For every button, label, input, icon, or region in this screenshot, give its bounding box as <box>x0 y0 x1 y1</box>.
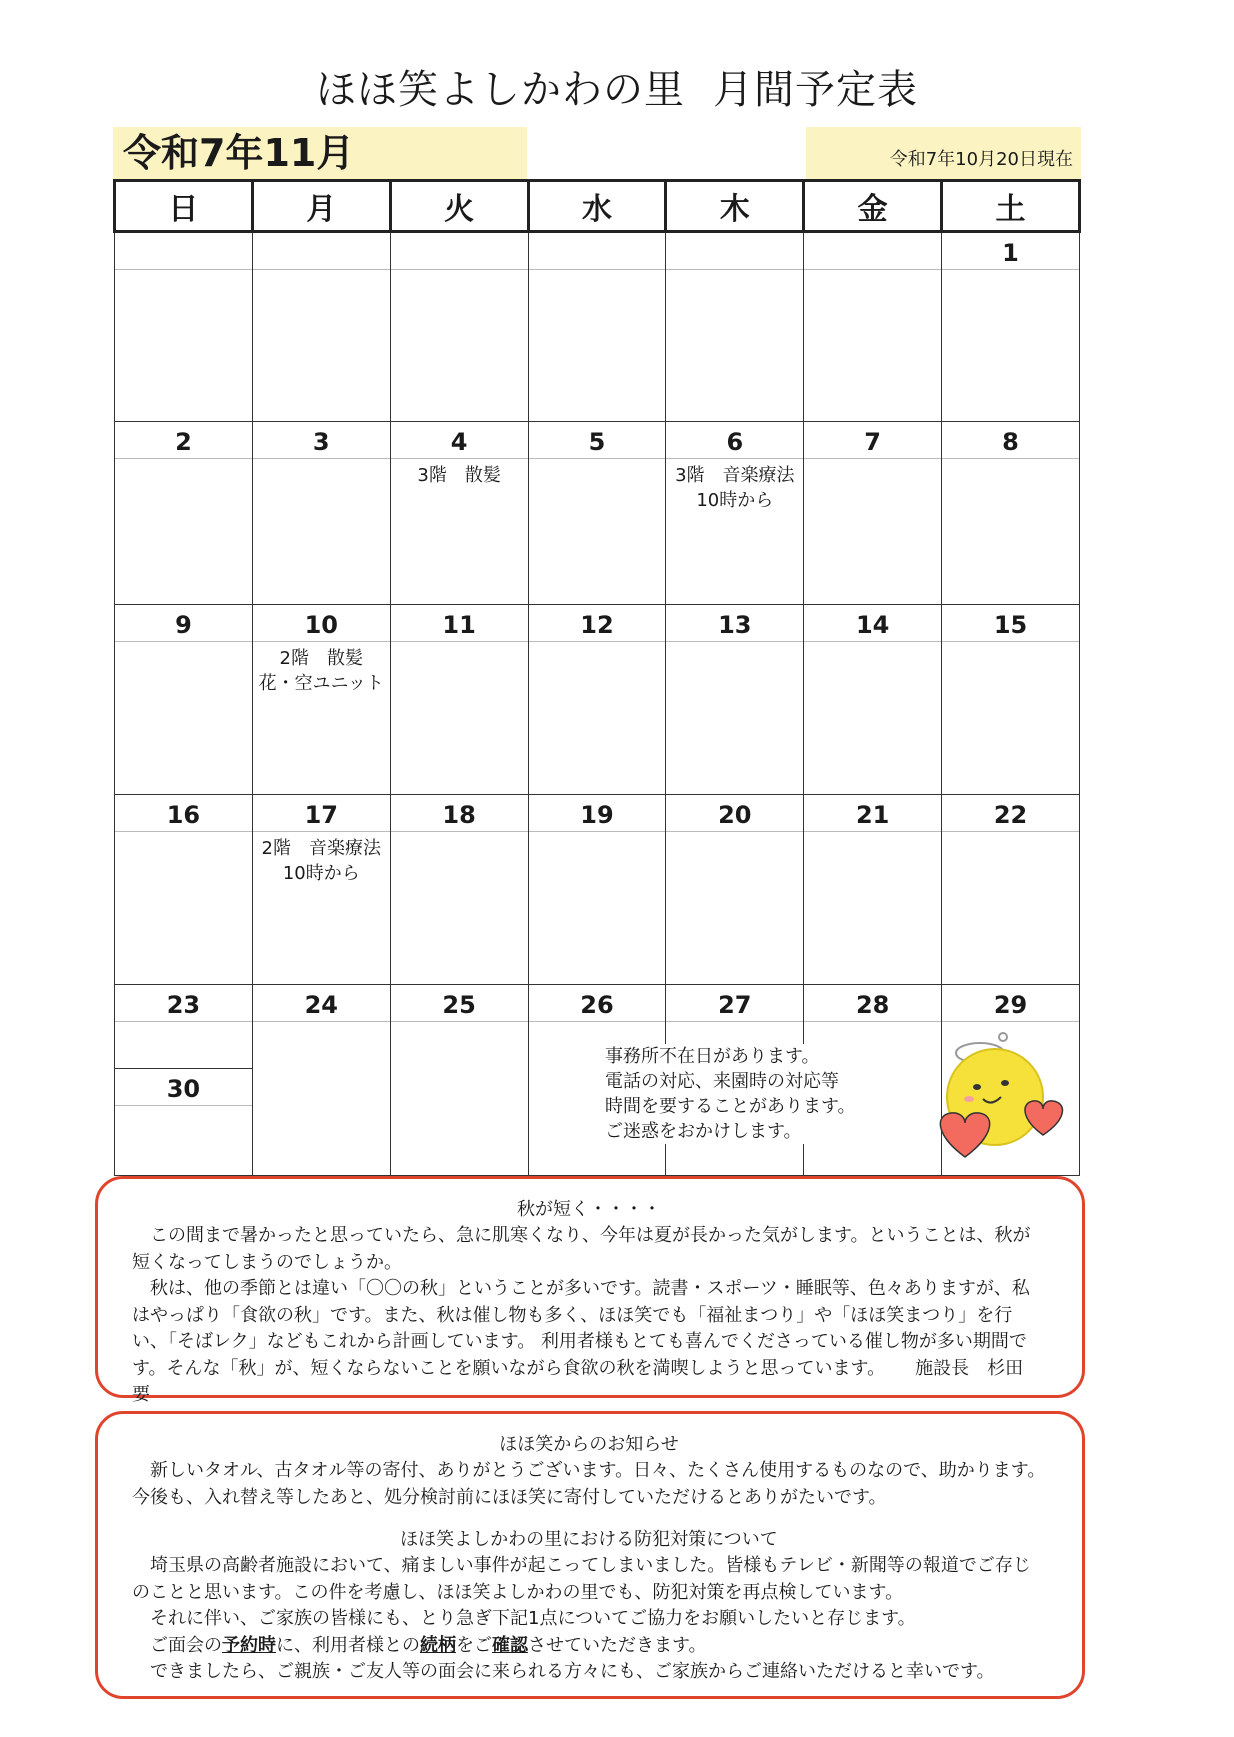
event-line: 3階 音楽療法 <box>675 465 795 486</box>
day-number: 27 <box>666 985 803 1022</box>
calendar-cell <box>252 422 390 605</box>
message-title: 秋が短く・・・・ <box>517 1199 661 1220</box>
day-number: 23 <box>115 985 252 1022</box>
notice-line: 電話の対応、来園時の対応等 <box>605 1071 839 1092</box>
day-number: 7 <box>804 422 941 459</box>
as-of-date: 令和7年10月20日現在 <box>806 127 1081 179</box>
message-paragraph <box>132 1276 1046 1409</box>
security-request <box>132 1633 1046 1660</box>
event-line: 2階 散髪 <box>279 648 363 669</box>
security-paragraph: できましたら、ご親族・ご友人等の面会に来られる方々にも、ご家族からご連絡いただけると幸いです。 <box>150 1661 995 1682</box>
calendar-cell <box>666 795 804 985</box>
day-number: 26 <box>529 985 666 1022</box>
calendar-cell <box>390 795 528 985</box>
day-number: 18 <box>391 795 528 832</box>
day-number: 29 <box>942 985 1079 1022</box>
day-number: 17 <box>253 795 390 832</box>
calendar-week <box>115 605 1080 795</box>
calendar-cell <box>528 422 666 605</box>
calendar-cell <box>666 422 804 605</box>
calendar-cell <box>528 232 666 422</box>
calendar-cell <box>390 422 528 605</box>
message-text: 秋は、他の季節とは違い「〇〇の秋」ということが多いです。読書・スポーツ・睡眠等、色々ありますが、私はやっぱり「食欲の秋」です。また、秋は催し物も多く、ほほ笑でも「福祉まつり」や「ほほ笑まつり」を行い、「そばレク」などもこれから計画しています。 利用者様もとても喜んでくださっている催し物が多い期間です。そんな「秋」が、短くならないことを願いながら食欲の秋を満喫しようと思っています。 <box>132 1278 1030 1379</box>
weekday-tue: 火 <box>390 181 528 232</box>
day-number <box>804 233 941 270</box>
day-number: 9 <box>115 605 252 642</box>
calendar-cell <box>528 795 666 985</box>
notice-line: 事務所不在日があります。 <box>605 1046 820 1067</box>
event-line: 10時から <box>282 863 360 884</box>
calendar-week <box>115 232 1080 422</box>
calendar-cell <box>390 605 528 795</box>
calendar-cell <box>115 605 253 795</box>
document-title: 月間予定表 <box>713 67 918 113</box>
weekday-sat: 土 <box>942 181 1080 232</box>
day-number: 24 <box>253 985 390 1022</box>
director-message-box <box>95 1176 1085 1405</box>
day-number: 14 <box>804 605 941 642</box>
message-signature: 施設長 杉田 要 <box>132 1357 1042 1405</box>
calendar-cell <box>942 605 1080 795</box>
event-day-6 <box>666 463 803 513</box>
event-line: 花・空ユニット <box>258 673 384 694</box>
request-emphasis: 確認 <box>492 1634 528 1656</box>
day-number <box>529 233 666 270</box>
calendar-cell <box>804 422 942 605</box>
day-number: 30 <box>115 1069 252 1106</box>
announcement-paragraph: 新しいタオル、古タオル等の寄付、ありがとうございます。日々、たくさん使用するものなので、助かります。今後も、入れ替え等したあと、処分検討前にほほ笑に寄付していただけるとありがたいです。 <box>132 1460 1046 1508</box>
event-day-10 <box>253 646 390 696</box>
request-text: をご <box>456 1634 492 1656</box>
day-number: 4 <box>391 422 528 459</box>
day-number: 11 <box>391 605 528 642</box>
weekday-header-row <box>115 181 1080 232</box>
security-title: ほほ笑よしかわの里における防犯対策について <box>400 1529 778 1550</box>
day-number: 21 <box>804 795 941 832</box>
calendar-cell <box>942 422 1080 605</box>
calendar-cell <box>804 232 942 422</box>
security-paragraph: 埼玉県の高齢者施設において、痛ましい事件が起こってしまいました。皆様もテレビ・新聞等の報道でご存じのことと思います。この件を考慮し、ほほ笑よしかわの里でも、防犯対策を再点検しています。 <box>132 1555 1031 1603</box>
security-paragraph: それに伴い、ご家族の皆様にも、とり急ぎ下記1点についてご協力をお願いしたいと存じます。 <box>150 1608 916 1629</box>
calendar-cell <box>252 605 390 795</box>
day-number <box>115 233 252 270</box>
calendar-cell <box>804 605 942 795</box>
weekday-wed: 水 <box>528 181 666 232</box>
month-label: 令和7年11月 <box>113 127 527 179</box>
calendar-cell <box>528 605 666 795</box>
day-number: 13 <box>666 605 803 642</box>
day-number: 8 <box>942 422 1079 459</box>
request-text: ご面会の <box>150 1634 222 1656</box>
calendar-cell <box>390 232 528 422</box>
weekday-thu: 木 <box>666 181 804 232</box>
calendar-cell <box>252 232 390 422</box>
event-line: 3階 散髪 <box>417 465 501 486</box>
notice-line: 時間を要することがあります。 <box>605 1096 856 1117</box>
calendar-cell <box>666 605 804 795</box>
request-text: させていただきます。 <box>528 1634 707 1656</box>
smiley-angel-mascot-icon <box>925 1025 1080 1165</box>
calendar-week <box>115 422 1080 605</box>
event-day-17 <box>253 836 390 886</box>
day-number: 5 <box>529 422 666 459</box>
day-number: 2 <box>115 422 252 459</box>
announcements-title: ほほ笑からのお知らせ <box>499 1434 679 1455</box>
calendar-cell <box>252 795 390 985</box>
calendar-cell <box>115 422 253 605</box>
weekday-mon: 月 <box>252 181 390 232</box>
message-paragraph: この間まで暑かったと思っていたら、急に肌寒くなり、今年は夏が長かった気がします。ということは、秋が短くなってしまうのでしょうか。 <box>132 1225 1031 1273</box>
calendar-cell <box>942 795 1080 985</box>
day-number: 28 <box>804 985 941 1022</box>
calendar-cell <box>666 232 804 422</box>
day-number: 3 <box>253 422 390 459</box>
day-number: 16 <box>115 795 252 832</box>
day-number: 25 <box>391 985 528 1022</box>
notice-line: ご迷惑をおかけします。 <box>605 1121 802 1142</box>
calendar-cell <box>115 795 253 985</box>
day-number: 1 <box>942 233 1079 270</box>
facility-name: ほほ笑よしかわの里 <box>316 67 685 113</box>
request-text: に、利用者様との <box>276 1634 420 1656</box>
weekday-sun: 日 <box>115 181 253 232</box>
page-title <box>0 58 1234 115</box>
calendar-cell <box>942 232 1080 422</box>
event-line: 2階 音楽療法 <box>261 838 381 859</box>
office-absence-notice <box>605 1044 885 1144</box>
weekday-fri: 金 <box>804 181 942 232</box>
day-number: 19 <box>529 795 666 832</box>
day-number: 10 <box>253 605 390 642</box>
day-number: 15 <box>942 605 1079 642</box>
calendar-week <box>115 795 1080 985</box>
calendar-cell <box>115 985 253 1176</box>
announcements-box <box>95 1411 1085 1699</box>
day-number <box>391 233 528 270</box>
calendar-cell <box>390 985 528 1176</box>
request-emphasis: 予約時 <box>222 1634 276 1656</box>
day-number <box>666 233 803 270</box>
day-number: 12 <box>529 605 666 642</box>
calendar-cell <box>804 795 942 985</box>
day-number <box>253 233 390 270</box>
calendar-cell <box>115 232 253 422</box>
event-day-4 <box>391 463 528 488</box>
day-number: 20 <box>666 795 803 832</box>
event-line: 10時から <box>696 490 774 511</box>
day-number: 22 <box>942 795 1079 832</box>
day-number: 6 <box>666 422 803 459</box>
calendar-cell <box>252 985 390 1176</box>
request-emphasis: 続柄 <box>420 1634 456 1656</box>
